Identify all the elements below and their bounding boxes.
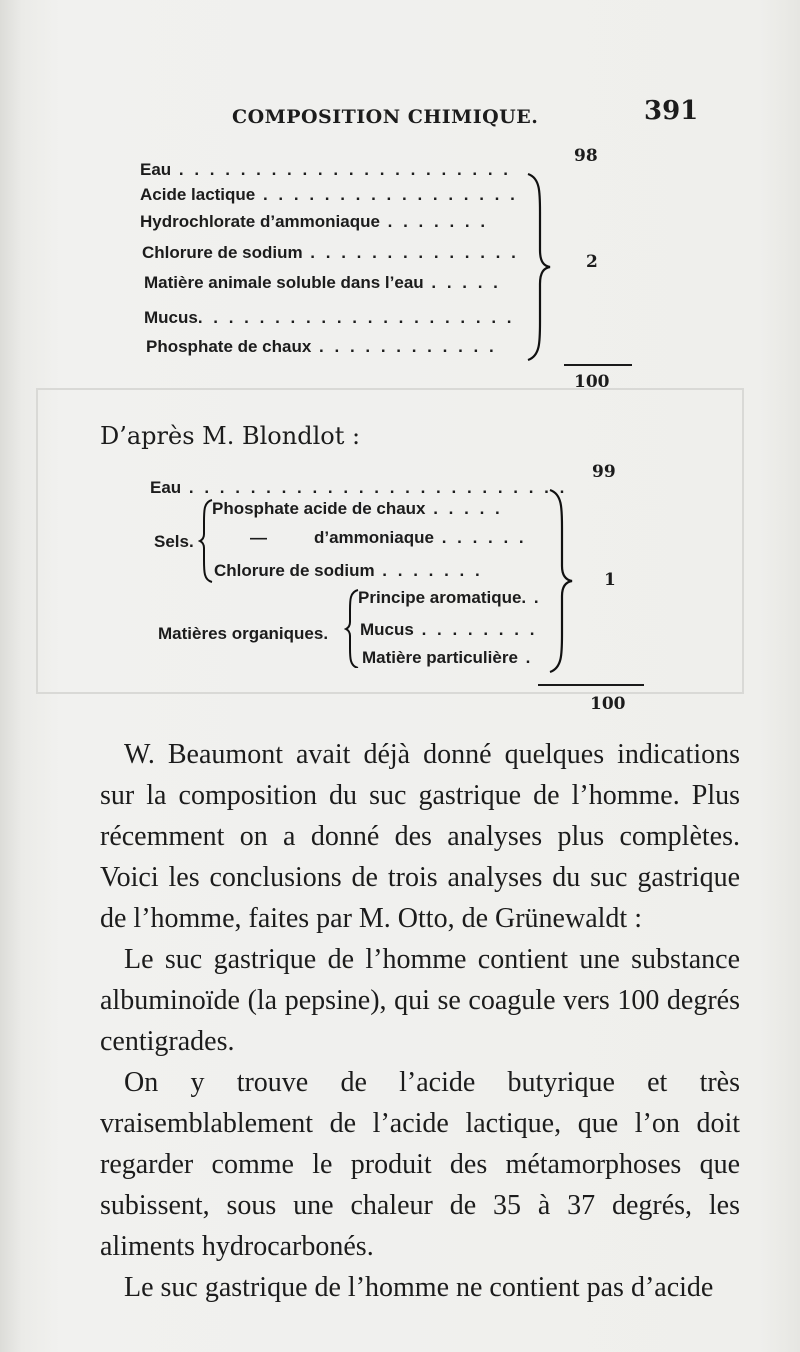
body-text (100, 734, 740, 1308)
group-label: Sels. (154, 532, 194, 551)
total-rule (538, 684, 644, 686)
table-row: — (250, 528, 267, 547)
right-brace (546, 488, 576, 674)
table-row: Eau . . . . . . . . . . . . . . . . . . . . . . . . . (150, 478, 568, 497)
page-header (0, 96, 800, 140)
table-total: 100 (574, 372, 610, 392)
paragraph: On y trouve de l’acide butyrique et très vraisemblablement de l’acide lactique, que l’on doit regarder comme le produit des métamorphoses que subissent, sous une chaleur de 35 à 37 degrés, les aliments hydrocarbonés. (100, 1067, 740, 1262)
paragraph: Le suc gastrique de l’homme contient une substance albuminoïde (la pepsine), qui se coagule vers 100 degrés centigrades. (100, 944, 740, 1057)
table-row: Eau . . . . . . . . . . . . . . . . . . . . . . (140, 160, 512, 179)
table-row: Acide lactique . . . . . . . . . . . . . . . . . (140, 185, 518, 204)
table-value: 99 (592, 462, 616, 482)
table-row: Hydrochlorate d’ammoniaque . . . . . . . (140, 212, 489, 231)
page-number: 391 (644, 96, 699, 126)
table-total: 100 (590, 694, 626, 714)
table-row: Phosphate de chaux . . . . . . . . . . . . (146, 337, 497, 356)
table-row: Matière animale soluble dans l’eau . . . . . (144, 273, 501, 292)
paragraph: W. Beaumont avait déjà donné quelques indications sur la composition du suc gastrique de l’homme. Plus récemment on a donné des analyses plus complètes. Voici les conclusions de trois analyses du suc gastrique de l’homme, faites par M. Otto, de Grünewaldt : (100, 739, 740, 934)
table-row: Matière particulière . (362, 648, 534, 667)
table-value: 1 (604, 570, 616, 590)
table-row: d’ammoniaque . . . . . . (314, 528, 527, 547)
total-rule (564, 364, 632, 366)
running-title: COMPOSITION CHIMIQUE. (232, 106, 539, 128)
table-row: Chlorure de sodium . . . . . . . (214, 561, 483, 580)
table-value: 98 (574, 146, 598, 166)
table-row: Principe aromatique. . (358, 588, 542, 607)
right-brace (524, 172, 554, 362)
table-row: Mucus. . . . . . . . . . . . . . . . . . . . . (144, 308, 515, 327)
group-label: Matières organiques. (158, 624, 329, 643)
table-row: Mucus . . . . . . . . (360, 620, 538, 639)
section-heading: D’après M. Blondlot : (100, 422, 361, 450)
paragraph: Le suc gastrique de l’homme ne contient pas d’acide (124, 1272, 714, 1303)
table-row: Chlorure de sodium . . . . . . . . . . . . . . (142, 243, 519, 262)
table-row: Phosphate acide de chaux . . . . . (212, 499, 503, 518)
table-value: 2 (586, 252, 598, 272)
